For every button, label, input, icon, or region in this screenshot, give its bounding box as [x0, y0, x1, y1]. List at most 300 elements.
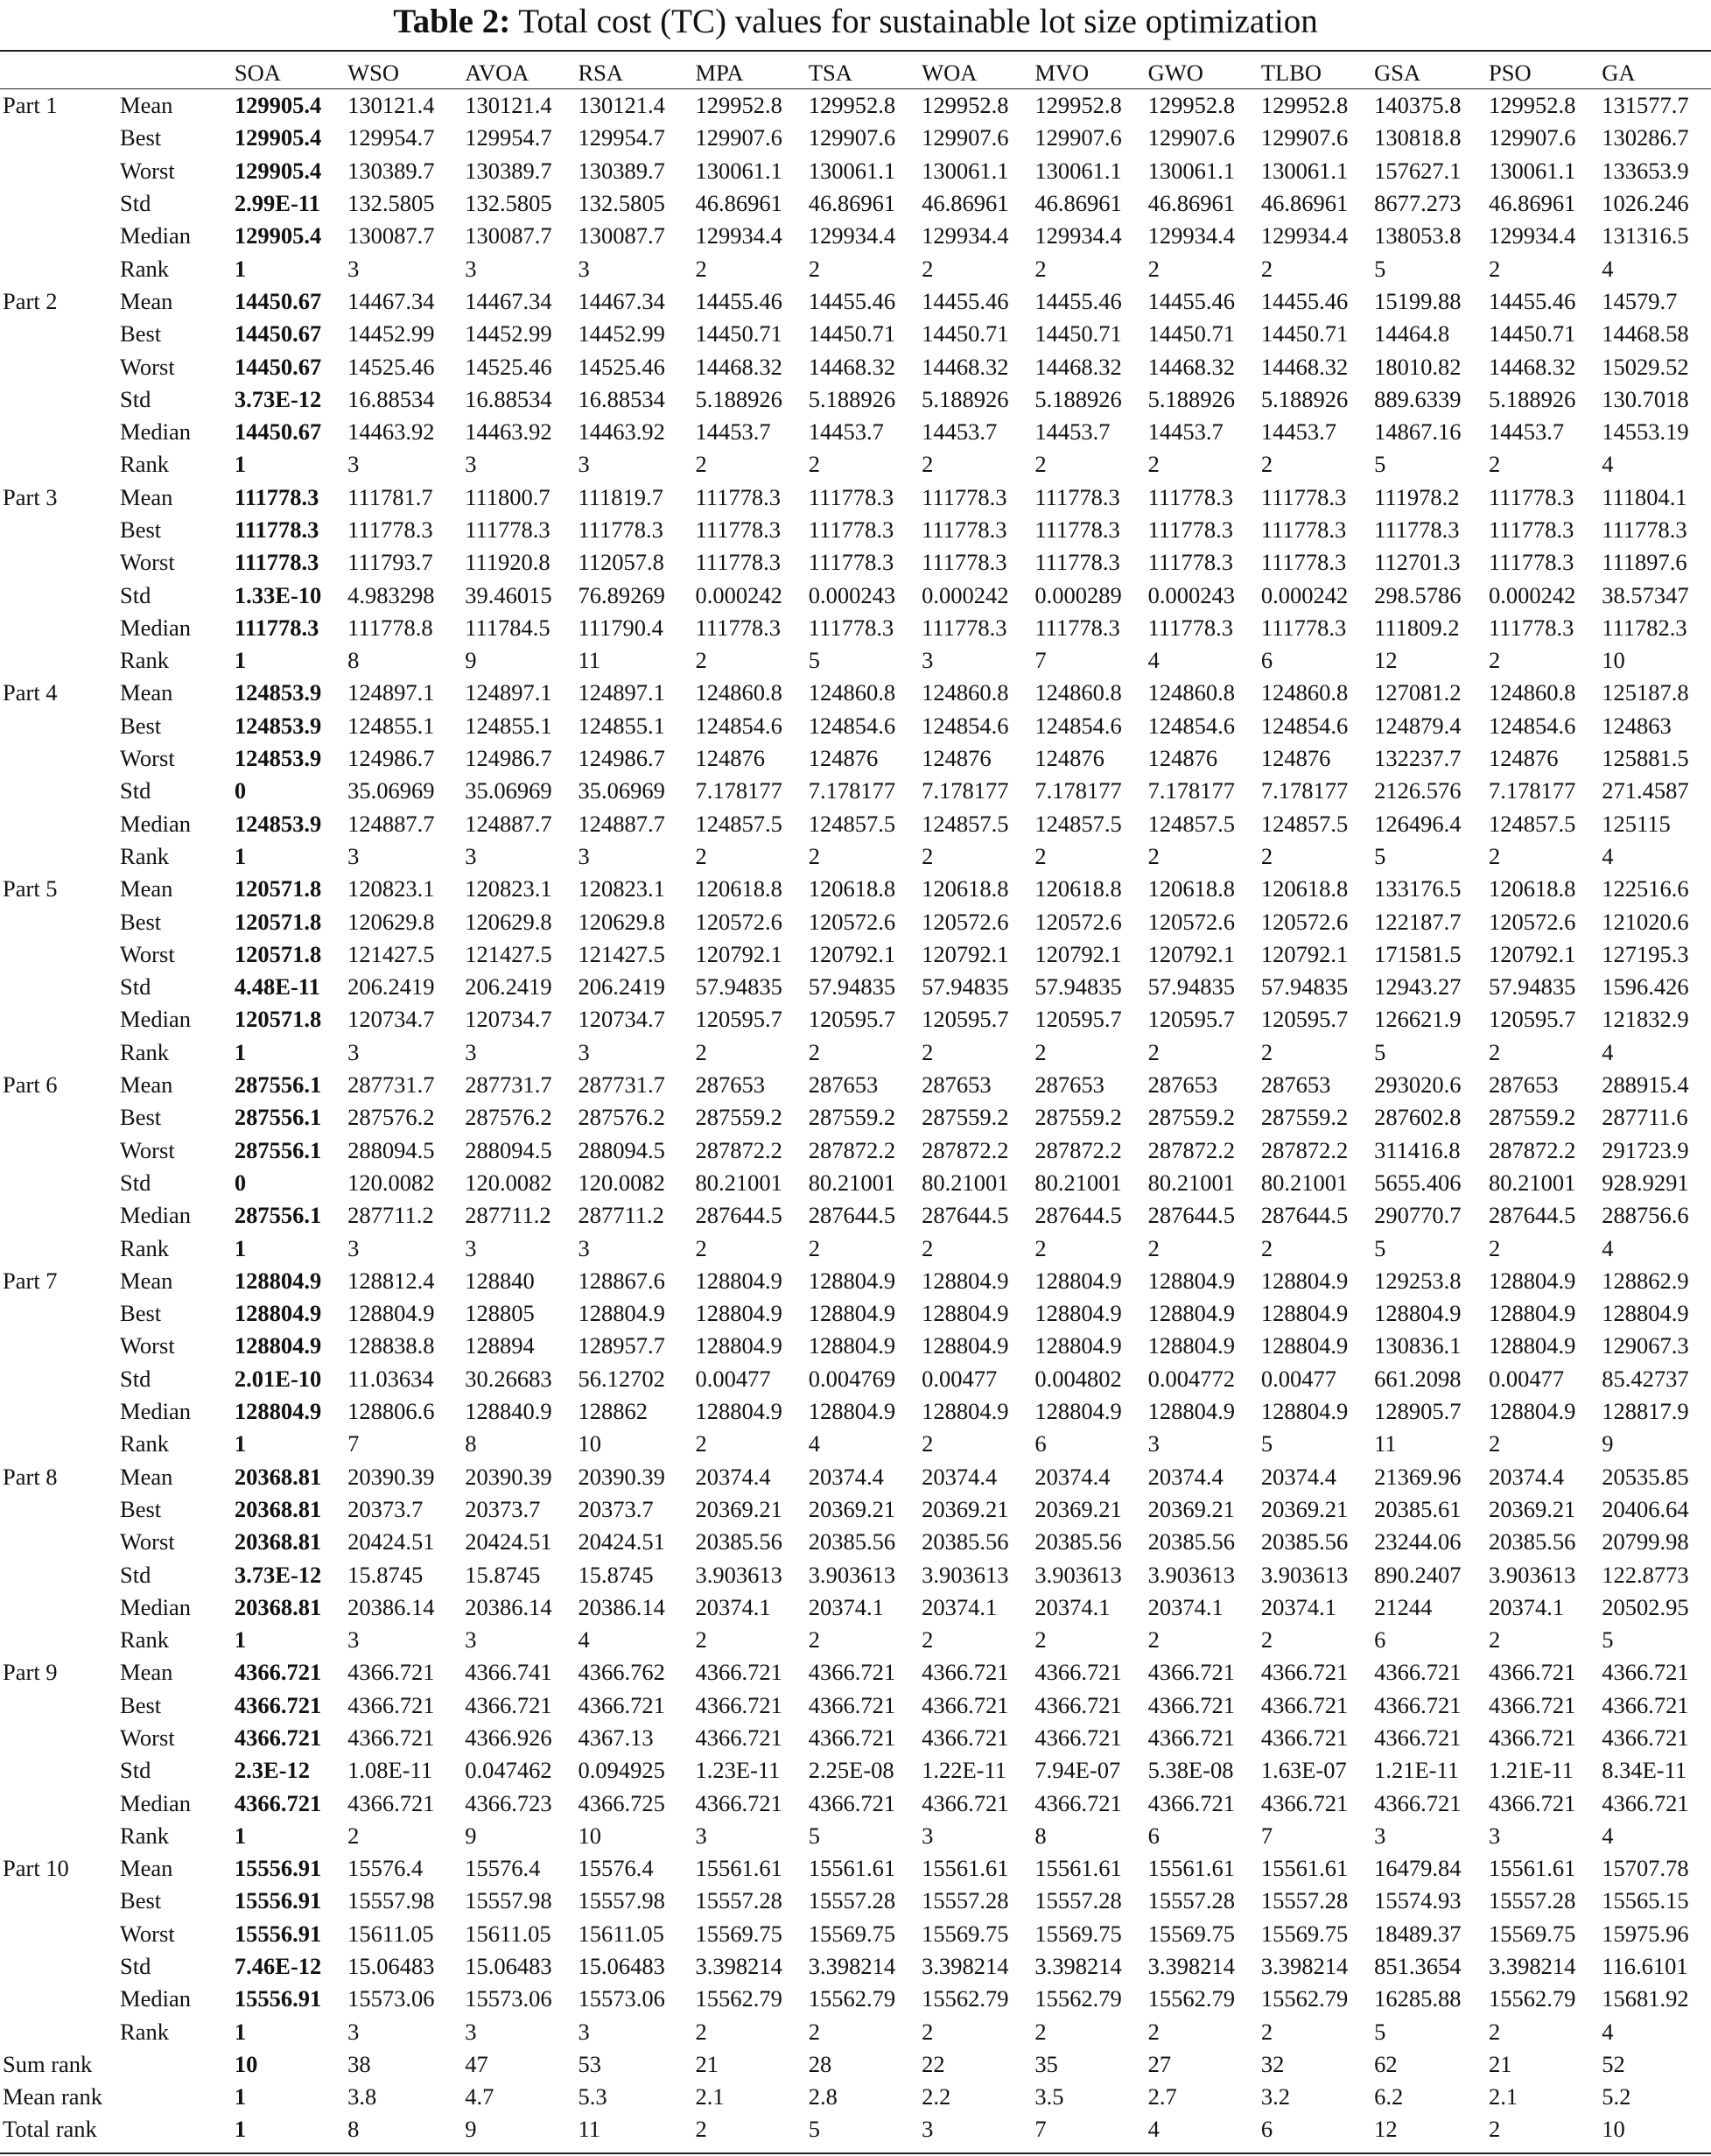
- cell-soa: 287556.1: [234, 1136, 322, 1163]
- part-label: Part 5: [3, 875, 58, 902]
- cell-tsa: 111778.3: [808, 614, 894, 641]
- cell-tsa: 15561.61: [808, 1855, 896, 1882]
- cell-ga: 4: [1602, 1234, 1614, 1261]
- part-label: [0, 1428, 117, 1460]
- cell-tsa: 2: [808, 2018, 821, 2045]
- cell-rsa: 15576.4: [578, 1855, 654, 1882]
- cell-mpa: 2: [695, 647, 707, 674]
- cell-wso: 4.983298: [347, 581, 435, 608]
- cell-mvo: 128804.9: [1034, 1300, 1122, 1327]
- cell-gsa: 138053.8: [1374, 222, 1462, 249]
- cell-mpa: 46.86961: [695, 190, 782, 217]
- cell-soa: 2.99E-11: [234, 190, 320, 217]
- cell-avoa: 20386.14: [465, 1593, 552, 1620]
- cell-gwo: 287644.5: [1147, 1202, 1235, 1229]
- cell-mvo: 8: [1034, 1822, 1047, 1849]
- cell-tsa: 0.000243: [808, 581, 896, 608]
- cell-ga: 1596.426: [1602, 973, 1689, 1001]
- metric-label: Median: [120, 1006, 191, 1033]
- cell-rsa: 287576.2: [578, 1104, 665, 1131]
- cell-pso: 3: [1488, 1822, 1501, 1849]
- metric-label: Median: [120, 810, 191, 837]
- cell-gwo: 46.86961: [1147, 190, 1235, 217]
- summary-cell-rsa: 53: [578, 2050, 601, 2077]
- summary-cell-tsa: 5: [808, 2115, 821, 2142]
- cell-soa: 1: [234, 255, 247, 282]
- cell-soa: 15556.91: [234, 1985, 322, 2012]
- cell-mvo: 124860.8: [1034, 679, 1122, 706]
- cell-tsa: 4366.721: [808, 1724, 896, 1751]
- cell-rsa: 14467.34: [578, 287, 665, 314]
- part-label: [0, 187, 117, 220]
- part-label: [0, 1297, 117, 1330]
- summary-cell-gsa: 12: [1374, 2115, 1398, 2142]
- cell-mpa: 129934.4: [695, 222, 782, 249]
- cell-pso: 14468.32: [1488, 353, 1576, 380]
- cell-tsa: 2: [808, 1234, 821, 1261]
- part-label: [0, 252, 117, 284]
- cell-wso: 124986.7: [347, 745, 435, 772]
- cell-avoa: 288094.5: [465, 1136, 552, 1163]
- metric-label: Std: [120, 190, 151, 217]
- cell-pso: 124876: [1488, 745, 1559, 772]
- cell-gwo: 15557.28: [1147, 1887, 1235, 1914]
- cell-woa: 120618.8: [922, 875, 1009, 902]
- cell-avoa: 3: [465, 451, 477, 478]
- cell-ga: 121020.6: [1602, 908, 1689, 935]
- cell-pso: 124857.5: [1488, 810, 1576, 837]
- cell-soa: 0: [234, 1169, 247, 1196]
- table-row: [0, 1689, 1711, 1722]
- cell-tlbo: 124876: [1260, 745, 1331, 772]
- cell-mpa: 2: [695, 842, 707, 869]
- cell-soa: 4366.721: [234, 1724, 322, 1751]
- cell-rsa: 288094.5: [578, 1136, 665, 1163]
- cell-avoa: 124986.7: [465, 745, 552, 772]
- cell-tsa: 4366.721: [808, 1691, 896, 1718]
- cell-rsa: 4366.725: [578, 1789, 665, 1816]
- cell-tsa: 120792.1: [808, 940, 896, 967]
- cell-ga: 9: [1602, 1430, 1614, 1457]
- cell-tsa: 120595.7: [808, 1006, 896, 1033]
- cell-soa: 1: [234, 451, 247, 478]
- column-header-mvo: MVO: [1034, 59, 1090, 86]
- summary-cell-soa: 1: [234, 2082, 247, 2110]
- cell-tlbo: 5: [1260, 1430, 1273, 1457]
- cell-wso: 111793.7: [347, 549, 433, 576]
- metric-label: Worst: [120, 157, 175, 184]
- cell-tlbo: 287644.5: [1260, 1202, 1349, 1229]
- cell-soa: 7.46E-12: [234, 1953, 322, 1980]
- cell-mvo: 124857.5: [1034, 810, 1122, 837]
- cell-wso: 121427.5: [347, 940, 435, 967]
- cell-rsa: 3: [578, 2018, 590, 2045]
- cell-mpa: 15561.61: [695, 1855, 782, 1882]
- cell-woa: 2: [922, 1234, 934, 1261]
- cell-gwo: 111778.3: [1147, 614, 1234, 641]
- cell-tlbo: 287872.2: [1260, 1136, 1349, 1163]
- cell-mvo: 120618.8: [1034, 875, 1122, 902]
- cell-tsa: 0.004769: [808, 1365, 896, 1392]
- cell-rsa: 20386.14: [578, 1593, 665, 1620]
- summary-cell-ga: 5.2: [1602, 2082, 1631, 2110]
- cell-mvo: 111778.3: [1034, 483, 1120, 510]
- summary-cell-gwo: 4: [1147, 2115, 1160, 2142]
- part-label: [0, 1101, 117, 1134]
- cell-woa: 14455.46: [922, 287, 1009, 314]
- column-header-tlbo: TLBO: [1260, 59, 1322, 86]
- cell-gsa: 132237.7: [1374, 745, 1462, 772]
- cell-gsa: 133176.5: [1374, 875, 1462, 902]
- cell-tlbo: 111778.3: [1260, 483, 1347, 510]
- cell-tsa: 15562.79: [808, 1985, 896, 2012]
- part-label: [0, 220, 117, 252]
- cell-rsa: 121427.5: [578, 940, 665, 967]
- column-header-rsa: RSA: [578, 59, 624, 86]
- cell-woa: 15562.79: [922, 1985, 1009, 2012]
- cell-ga: 124863: [1602, 712, 1672, 739]
- cell-wso: 16.88534: [347, 385, 435, 412]
- cell-tsa: 128804.9: [808, 1398, 896, 1425]
- table-row: [0, 2016, 1711, 2048]
- cell-rsa: 111778.3: [578, 516, 663, 543]
- cell-gsa: 111978.2: [1374, 483, 1460, 510]
- cell-soa: 15556.91: [234, 1855, 322, 1882]
- cell-gwo: 128804.9: [1147, 1267, 1235, 1294]
- summary-cell-avoa: 47: [465, 2050, 488, 2077]
- cell-rsa: 4: [578, 1626, 590, 1654]
- cell-wso: 3: [347, 842, 360, 869]
- cell-pso: 2: [1488, 842, 1501, 869]
- cell-tsa: 130061.1: [808, 157, 896, 184]
- cell-tsa: 124854.6: [808, 712, 896, 739]
- part-label: [0, 971, 117, 1003]
- cell-mpa: 120618.8: [695, 875, 782, 902]
- cell-avoa: 16.88534: [465, 385, 552, 412]
- cell-mpa: 1.23E-11: [695, 1757, 781, 1784]
- table-caption: [0, 0, 1711, 53]
- cell-mvo: 46.86961: [1034, 190, 1122, 217]
- cell-tlbo: 120618.8: [1260, 875, 1349, 902]
- cell-gsa: 157627.1: [1374, 157, 1462, 184]
- cell-pso: 15569.75: [1488, 1920, 1576, 1947]
- table-row: [0, 1950, 1711, 1983]
- cell-rsa: 0.094925: [578, 1757, 665, 1784]
- cell-pso: 0.000242: [1488, 581, 1576, 608]
- cell-wso: 111778.8: [347, 614, 433, 641]
- cell-tsa: 4366.721: [808, 1659, 896, 1686]
- cell-pso: 128804.9: [1488, 1332, 1576, 1359]
- cell-mpa: 2: [695, 1234, 707, 1261]
- cell-pso: 0.00477: [1488, 1365, 1565, 1392]
- cell-wso: 8: [347, 647, 360, 674]
- cell-gwo: 287872.2: [1147, 1136, 1235, 1163]
- cell-soa: 1: [234, 1038, 247, 1065]
- cell-woa: 129907.6: [922, 124, 1009, 151]
- cell-woa: 46.86961: [922, 190, 1009, 217]
- cell-tlbo: 4366.721: [1260, 1789, 1349, 1816]
- cell-tlbo: 120572.6: [1260, 908, 1349, 935]
- cell-gsa: 111778.3: [1374, 516, 1460, 543]
- cell-pso: 120618.8: [1488, 875, 1576, 902]
- metric-label: Mean: [120, 1071, 173, 1099]
- cell-pso: 287872.2: [1488, 1136, 1576, 1163]
- cell-ga: 4: [1602, 1822, 1614, 1849]
- part-label: Part 9: [3, 1659, 58, 1686]
- cell-woa: 2: [922, 1038, 934, 1065]
- cell-mvo: 6: [1034, 1430, 1047, 1457]
- cell-gwo: 2: [1147, 1626, 1160, 1654]
- column-header-soa: SOA: [234, 59, 281, 86]
- cell-gwo: 3: [1147, 1430, 1160, 1457]
- cell-gsa: 4366.721: [1374, 1789, 1462, 1816]
- cell-mpa: 5.188926: [695, 385, 782, 412]
- cell-gsa: 5: [1374, 1038, 1386, 1065]
- cell-gsa: 171581.5: [1374, 940, 1462, 967]
- cell-gsa: 16479.84: [1374, 1855, 1462, 1882]
- cell-woa: 3.398214: [922, 1953, 1009, 1980]
- cell-mvo: 57.94835: [1034, 973, 1122, 1001]
- cell-tlbo: 20385.56: [1260, 1528, 1349, 1556]
- cell-mpa: 80.21001: [695, 1169, 782, 1196]
- cell-ga: 287711.6: [1602, 1104, 1688, 1131]
- cell-ga: 130286.7: [1602, 124, 1689, 151]
- cell-wso: 130389.7: [347, 157, 435, 184]
- cell-rsa: 128957.7: [578, 1332, 665, 1359]
- metric-label: Rank: [120, 1430, 169, 1457]
- cell-gwo: 130061.1: [1147, 157, 1235, 184]
- cell-woa: 129934.4: [922, 222, 1009, 249]
- column-header-pso: PSO: [1488, 59, 1532, 86]
- summary-cell-gsa: 6.2: [1374, 2082, 1404, 2110]
- cell-tlbo: 2: [1260, 1038, 1273, 1065]
- cell-rsa: 124897.1: [578, 679, 665, 706]
- cell-soa: 287556.1: [234, 1202, 322, 1229]
- cell-mvo: 2: [1034, 451, 1047, 478]
- cell-tlbo: 128804.9: [1260, 1398, 1349, 1425]
- table-row: [0, 1754, 1711, 1787]
- cell-tsa: 4366.721: [808, 1789, 896, 1816]
- cell-pso: 128804.9: [1488, 1300, 1576, 1327]
- cell-mvo: 129907.6: [1034, 124, 1122, 151]
- cell-ga: 129067.3: [1602, 1332, 1689, 1359]
- cell-mvo: 7: [1034, 647, 1047, 674]
- cell-rsa: 206.2419: [578, 973, 665, 1001]
- summary-row: [0, 2113, 1711, 2145]
- cell-mpa: 2: [695, 1626, 707, 1654]
- part-label: [0, 1363, 117, 1395]
- metric-label: Best: [120, 516, 162, 543]
- table-row: [0, 1885, 1711, 1917]
- cell-woa: 130061.1: [922, 157, 1009, 184]
- column-header-gwo: GWO: [1147, 59, 1203, 86]
- table-row: [0, 1624, 1711, 1656]
- cell-gsa: 3: [1374, 1822, 1386, 1849]
- cell-soa: 0: [234, 777, 247, 804]
- summary-cell-tsa: 2.8: [808, 2082, 838, 2110]
- cell-gsa: 20385.61: [1374, 1495, 1462, 1522]
- cell-gwo: 3.903613: [1147, 1561, 1235, 1588]
- cell-mvo: 111778.3: [1034, 516, 1120, 543]
- cell-tsa: 124876: [808, 745, 879, 772]
- cell-wso: 14525.46: [347, 353, 435, 380]
- cell-tsa: 2: [808, 1626, 821, 1654]
- cell-soa: 2.01E-10: [234, 1365, 322, 1392]
- cell-mvo: 4366.721: [1034, 1724, 1122, 1751]
- cell-tlbo: 129952.8: [1260, 92, 1349, 119]
- cell-tsa: 287653: [808, 1071, 879, 1099]
- cell-mvo: 0.004802: [1034, 1365, 1122, 1392]
- cell-woa: 20385.56: [922, 1528, 1009, 1556]
- cell-tlbo: 124857.5: [1260, 810, 1349, 837]
- cell-soa: 128804.9: [234, 1267, 322, 1294]
- cell-rsa: 124986.7: [578, 745, 665, 772]
- cell-gsa: 112701.3: [1374, 549, 1461, 576]
- cell-wso: 128838.8: [347, 1332, 435, 1359]
- cell-wso: 15557.98: [347, 1887, 435, 1914]
- cell-wso: 130121.4: [347, 92, 435, 119]
- cell-avoa: 15573.06: [465, 1985, 552, 2012]
- metric-label: Std: [120, 777, 151, 804]
- cell-mvo: 2: [1034, 1234, 1047, 1261]
- cell-tsa: 14453.7: [808, 418, 884, 446]
- cell-soa: 4366.721: [234, 1691, 322, 1718]
- part-label: [0, 1885, 117, 1917]
- cell-gsa: 8677.273: [1374, 190, 1462, 217]
- cell-gwo: 15562.79: [1147, 1985, 1235, 2012]
- cell-mvo: 7.178177: [1034, 777, 1122, 804]
- cell-soa: 14450.67: [234, 320, 322, 348]
- cell-woa: 15557.28: [922, 1887, 1009, 1914]
- summary-cell-mvo: 3.5: [1034, 2082, 1064, 2110]
- metric-label: Std: [120, 1169, 151, 1196]
- cell-gsa: 4366.721: [1374, 1691, 1462, 1718]
- part-label: [0, 938, 117, 971]
- cell-pso: 129934.4: [1488, 222, 1576, 249]
- part-label: Part 8: [3, 1463, 58, 1490]
- table-row: [0, 1656, 1711, 1689]
- table-row: [0, 1918, 1711, 1950]
- part-label: [0, 1754, 117, 1787]
- cell-tsa: 128804.9: [808, 1332, 896, 1359]
- cell-wso: 132.5805: [347, 190, 435, 217]
- table-row: [0, 318, 1711, 350]
- part-label: [0, 1036, 117, 1069]
- cell-ga: 15681.92: [1602, 1985, 1689, 2012]
- cell-tsa: 111778.3: [808, 549, 894, 576]
- cell-ga: 14468.58: [1602, 320, 1689, 348]
- cell-woa: 14468.32: [922, 353, 1009, 380]
- cell-woa: 111778.3: [922, 549, 1007, 576]
- part-label: [0, 514, 117, 546]
- cell-tsa: 46.86961: [808, 190, 896, 217]
- cell-tsa: 57.94835: [808, 973, 896, 1001]
- cell-woa: 120792.1: [922, 940, 1009, 967]
- metric-label: Worst: [120, 353, 175, 380]
- part-label: [0, 1330, 117, 1362]
- table-row: [0, 187, 1711, 220]
- cell-pso: 4366.721: [1488, 1659, 1576, 1686]
- table-row: [0, 1167, 1711, 1199]
- cell-soa: 20368.81: [234, 1463, 322, 1490]
- cell-soa: 128804.9: [234, 1300, 322, 1327]
- cell-pso: 7.178177: [1488, 777, 1576, 804]
- summary-cell-mpa: 2: [695, 2115, 707, 2142]
- table-row: [0, 644, 1711, 677]
- cell-soa: 1.33E-10: [234, 581, 322, 608]
- cell-tlbo: 130061.1: [1260, 157, 1349, 184]
- metric-label: Worst: [120, 1724, 175, 1751]
- cell-tlbo: 14455.46: [1260, 287, 1349, 314]
- cell-avoa: 3: [465, 2018, 477, 2045]
- cell-pso: 15561.61: [1488, 1855, 1576, 1882]
- cell-tlbo: 20374.1: [1260, 1593, 1336, 1620]
- cell-gwo: 2: [1147, 451, 1160, 478]
- cell-gwo: 4366.721: [1147, 1659, 1235, 1686]
- cell-gsa: 130818.8: [1374, 124, 1462, 151]
- cell-wso: 124855.1: [347, 712, 435, 739]
- cell-gwo: 2: [1147, 842, 1160, 869]
- cell-mvo: 4366.721: [1034, 1691, 1122, 1718]
- cell-wso: 2: [347, 1822, 360, 1849]
- cell-tsa: 5.188926: [808, 385, 896, 412]
- cell-woa: 20369.21: [922, 1495, 1009, 1522]
- cell-mpa: 57.94835: [695, 973, 782, 1001]
- cell-soa: 287556.1: [234, 1071, 322, 1099]
- cell-tsa: 14468.32: [808, 353, 896, 380]
- cell-tlbo: 1.63E-07: [1260, 1757, 1347, 1784]
- cell-soa: 14450.67: [234, 353, 322, 380]
- cell-pso: 287559.2: [1488, 1104, 1576, 1131]
- summary-cell-woa: 22: [922, 2050, 945, 2077]
- cell-rsa: 120823.1: [578, 875, 665, 902]
- cell-gwo: 4366.721: [1147, 1789, 1235, 1816]
- cell-gsa: 1.21E-11: [1374, 1757, 1460, 1784]
- cell-gsa: 290770.7: [1374, 1202, 1462, 1229]
- cell-gsa: 5: [1374, 451, 1386, 478]
- cell-mpa: 128804.9: [695, 1398, 782, 1425]
- cell-tlbo: 14453.7: [1260, 418, 1336, 446]
- cell-pso: 14455.46: [1488, 287, 1576, 314]
- cell-soa: 129905.4: [234, 157, 322, 184]
- cell-rsa: 120.0082: [578, 1169, 665, 1196]
- part-label: [0, 710, 117, 742]
- cell-mvo: 20374.1: [1034, 1593, 1111, 1620]
- cell-gsa: 661.2098: [1374, 1365, 1462, 1392]
- metric-label: Rank: [120, 451, 169, 478]
- cell-gwo: 15569.75: [1147, 1920, 1235, 1947]
- cell-tlbo: 15562.79: [1260, 1985, 1349, 2012]
- table-row: [0, 350, 1711, 383]
- cell-gwo: 20374.1: [1147, 1593, 1224, 1620]
- cell-ga: 122.8773: [1602, 1561, 1689, 1588]
- cell-soa: 4366.721: [234, 1659, 322, 1686]
- table-row: [0, 1493, 1711, 1526]
- table-row: [0, 285, 1711, 318]
- part-label: [0, 1199, 117, 1232]
- cell-soa: 14450.67: [234, 418, 322, 446]
- cell-pso: 2: [1488, 1626, 1501, 1654]
- cell-tlbo: 4366.721: [1260, 1691, 1349, 1718]
- cell-avoa: 14467.34: [465, 287, 552, 314]
- cell-avoa: 39.46015: [465, 581, 552, 608]
- cell-mvo: 4366.721: [1034, 1789, 1122, 1816]
- cell-woa: 3: [922, 1822, 934, 1849]
- cell-woa: 287653: [922, 1071, 992, 1099]
- summary-cell-ga: 52: [1602, 2050, 1625, 2077]
- cell-ga: 4: [1602, 842, 1614, 869]
- table-row: [0, 1460, 1711, 1492]
